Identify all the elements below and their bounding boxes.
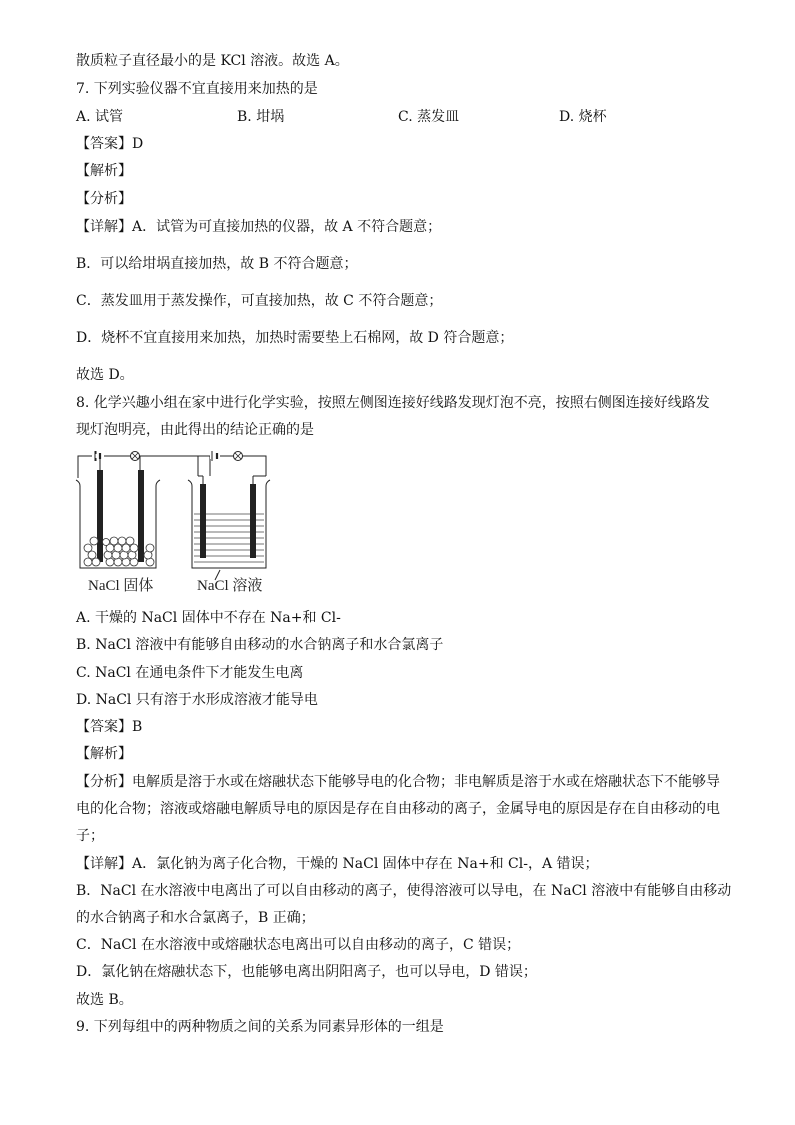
question-7: 7. 下列实验仪器不宜直接用来加热的是 <box>76 81 318 97</box>
q8-detail-d: D．氯化钠在熔融状态下，也能够电离出阴阳离子，也可以导电，D 错误； <box>76 964 537 980</box>
q7-conclusion: 故选 D。 <box>76 367 134 383</box>
q8-answer: 【答案】B <box>76 719 143 735</box>
q8-analysis-heading: 【解析】 <box>76 746 132 762</box>
q8-option-b: B. NaCl 溶液中有能够自由移动的水合钠离子和水合氯离子 <box>76 637 444 653</box>
q7-analysis-heading: 【解析】 <box>76 163 132 179</box>
left-figure-label: NaCl 固体 <box>88 578 154 594</box>
q8-option-a: A. 干燥的 NaCl 固体中不存在 Na+和 Cl- <box>76 610 341 626</box>
q8-option-d: D. NaCl 只有溶于水形成溶液才能导电 <box>76 692 318 708</box>
left-apparatus <box>76 451 210 594</box>
text-line: 散质粒子直径最小的是 KCl 溶液。故选 A。 <box>76 53 349 69</box>
q8-option-c: C. NaCl 在通电条件下才能发生电离 <box>76 665 304 681</box>
q8-detail-b-line-1: B．NaCl 在水溶液中电离出了可以自由移动的离子，使得溶液可以导电，在 NaCl 溶液中有能够自由移动 <box>76 883 732 899</box>
circuit-figure <box>70 448 280 598</box>
q8-fenxi-line-2: 电的化合物；溶液或熔融电解质导电的原因是存在自由移动的离子，金属导电的原因是存在自由移动的电 <box>76 801 720 817</box>
question-9: 9. 下列每组中的两种物质之间的关系为同素异形体的一组是 <box>76 1019 444 1035</box>
right-apparatus <box>188 451 270 594</box>
q7-option-a: A. 试管 <box>76 109 124 125</box>
q8-detail-c: C．NaCl 在水溶液中或熔融状态电离出可以自由移动的离子，C 错误； <box>76 937 521 953</box>
question-8-line-1: 8. 化学兴趣小组在家中进行化学实验，按照左侧图连接好线路发现灯泡不亮，按照右侧图连接好线路发 <box>76 395 710 411</box>
right-figure-label: NaCl 溶液 <box>197 578 263 594</box>
q8-detail-a: 【详解】A．氯化钠为离子化合物，干燥的 NaCl 固体中存在 Na+和 Cl-，A 错误； <box>76 856 599 872</box>
q7-option-c: C. 蒸发皿 <box>398 109 460 125</box>
q8-fenxi-line-1: 【分析】电解质是溶于水或在熔融状态下能够导电的化合物；非电解质是溶于水或在熔融状态下不能够导 <box>76 774 720 790</box>
q8-detail-b-line-2: 的水合钠离子和水合氯离子，B 正确； <box>76 910 315 926</box>
q7-answer: 【答案】D <box>76 136 144 152</box>
q7-detail-d: D．烧杯不宜直接用来加热，加热时需要垫上石棉网，故 D 符合题意； <box>76 330 514 346</box>
q8-conclusion: 故选 B。 <box>76 992 133 1008</box>
question-8-line-2: 现灯泡明亮，由此得出的结论正确的是 <box>76 422 314 438</box>
q7-detail-b: B．可以给坩埚直接加热，故 B 不符合题意； <box>76 256 358 272</box>
q8-fenxi-line-3: 子； <box>76 828 104 844</box>
q7-detail-a: 【详解】A．试管为可直接加热的仪器，故 A 不符合题意； <box>76 219 442 235</box>
q7-option-b: B. 坩埚 <box>237 109 285 125</box>
q7-detail-c: C．蒸发皿用于蒸发操作，可直接加热，故 C 不符合题意； <box>76 293 443 309</box>
q7-option-d: D. 烧杯 <box>559 109 607 125</box>
q7-fenxi-heading: 【分析】 <box>76 191 132 207</box>
